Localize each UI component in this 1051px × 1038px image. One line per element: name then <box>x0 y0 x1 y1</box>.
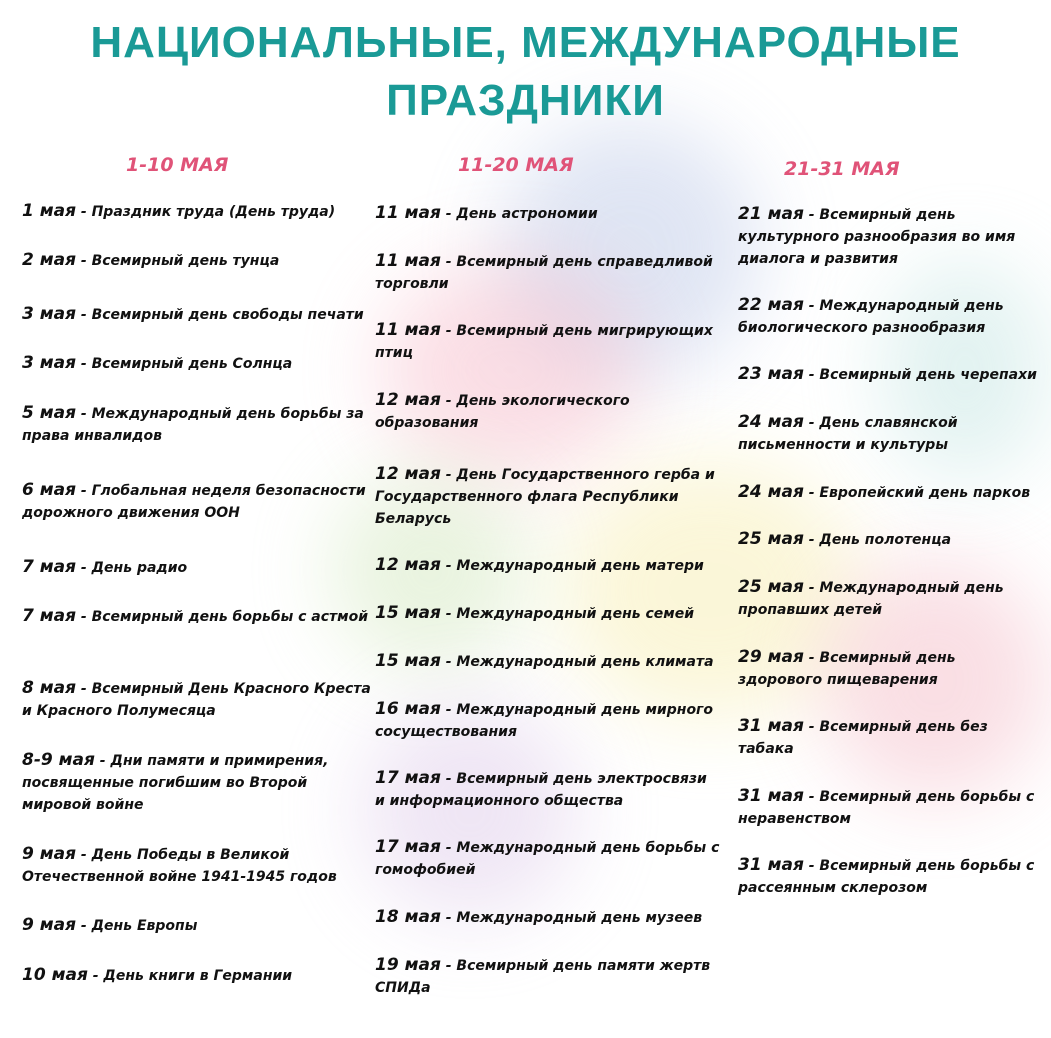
holiday-date: 19 мая <box>375 955 441 975</box>
holiday-entry <box>738 481 1043 504</box>
holiday-entry <box>375 650 720 673</box>
holiday-description: - Международный день мирного сосуществования <box>375 702 713 740</box>
holiday-description: - Европейский день парков <box>803 485 1031 501</box>
holiday-entry <box>738 576 1043 621</box>
holiday-entry <box>738 715 1043 760</box>
holiday-entry <box>738 411 1043 456</box>
holiday-date: 11 мая <box>375 251 441 271</box>
holiday-description: - День книги в Германии <box>87 968 293 984</box>
holiday-date: 1 мая <box>22 201 77 221</box>
holiday-entry <box>375 698 720 743</box>
holiday-date: 31 мая <box>738 786 804 806</box>
holiday-entry <box>375 319 720 364</box>
holiday-entry <box>738 528 1043 551</box>
holiday-description: - Международный день пропавших детей <box>738 580 1004 618</box>
holiday-description: - Международный день музеев <box>440 910 703 926</box>
holiday-entry <box>375 463 720 530</box>
holiday-entry <box>375 906 720 929</box>
holiday-entry <box>375 602 720 625</box>
holiday-description: - День полотенца <box>803 532 952 548</box>
holiday-date: 7 мая <box>22 557 77 577</box>
holiday-entry <box>22 964 372 987</box>
holiday-entry <box>375 767 720 812</box>
holiday-description: - Всемирный день Солнца <box>76 356 293 372</box>
holiday-date: 16 мая <box>375 699 441 719</box>
holiday-entry <box>738 203 1043 270</box>
holiday-date: 2 мая <box>22 250 77 270</box>
holiday-entry <box>22 200 372 223</box>
holiday-description: - День Государственного герба и Государственного флага Республики Беларусь <box>375 467 715 527</box>
holiday-date: 12 мая <box>375 390 441 410</box>
holiday-description: - Всемирный день справедливой торговли <box>375 254 713 292</box>
holiday-entry <box>22 914 372 937</box>
holiday-description: - Всемирный день культурного разнообразия во имя диалога и развития <box>738 207 1016 267</box>
holiday-date: 10 мая <box>22 965 88 985</box>
holiday-entry <box>22 249 372 272</box>
holiday-entry <box>375 389 720 434</box>
holiday-description: - Всемирный день мигрирующих птиц <box>375 323 713 361</box>
holiday-date: 6 мая <box>22 480 77 500</box>
holiday-date: 3 мая <box>22 304 77 324</box>
holiday-entry <box>375 250 720 295</box>
holiday-description: - Международный день борьбы за права инвалидов <box>22 406 364 444</box>
holiday-date: 8-9 мая <box>22 750 95 770</box>
holiday-entry <box>22 749 372 816</box>
holiday-description: - Всемирный день борьбы с астмой <box>76 609 369 625</box>
holiday-entry <box>738 363 1043 386</box>
holiday-description: - Всемирный день тунца <box>76 253 280 269</box>
page-title-line-2: ПРАЗДНИКИ <box>386 76 665 125</box>
holiday-date: 24 мая <box>738 412 804 432</box>
holiday-description: - Всемирный день черепахи <box>803 367 1037 383</box>
holiday-entry <box>22 605 372 628</box>
holiday-description: - День Победы в Великой Отечественной войне 1941-1945 годов <box>22 847 337 885</box>
holiday-date: 25 мая <box>738 529 804 549</box>
holiday-entry <box>22 479 372 524</box>
holiday-date: 12 мая <box>375 555 441 575</box>
holiday-description: - Всемирный день свободы печати <box>76 307 364 323</box>
holiday-description: - День славянской письменности и культуры <box>738 415 958 453</box>
holiday-description: - Всемирный день памяти жертв СПИДа <box>375 958 711 996</box>
holiday-date: 9 мая <box>22 915 77 935</box>
holiday-entry <box>738 646 1043 691</box>
holiday-description: - День астрономии <box>440 206 598 222</box>
holiday-date: 17 мая <box>375 837 441 857</box>
holiday-date: 3 мая <box>22 353 77 373</box>
holiday-description: - Всемирный день борьбы с неравенством <box>738 789 1035 827</box>
holiday-date: 23 мая <box>738 364 804 384</box>
holiday-date: 29 мая <box>738 647 804 667</box>
holiday-entry <box>22 677 372 722</box>
holiday-date: 15 мая <box>375 651 441 671</box>
holiday-description: - Международный день матери <box>440 558 704 574</box>
holiday-date: 17 мая <box>375 768 441 788</box>
holiday-date: 8 мая <box>22 678 77 698</box>
column-heading-21-31: 21-31 МАЯ <box>784 158 900 180</box>
holiday-description: - Всемирный День Красного Креста и Красного Полумесяца <box>22 681 371 719</box>
holiday-date: 11 мая <box>375 320 441 340</box>
holiday-description: - Глобальная неделя безопасности дорожного движения ООН <box>22 483 366 521</box>
holiday-date: 31 мая <box>738 855 804 875</box>
holiday-entry <box>22 352 372 375</box>
holiday-description: - Праздник труда (День труда) <box>76 204 336 220</box>
holiday-entry <box>375 554 720 577</box>
holiday-entry <box>375 836 720 881</box>
holiday-date: 11 мая <box>375 203 441 223</box>
holiday-date: 12 мая <box>375 464 441 484</box>
holiday-description: - День Европы <box>76 918 198 934</box>
holiday-date: 5 мая <box>22 403 77 423</box>
holiday-entry <box>375 954 720 999</box>
holiday-description: - Международный день климата <box>440 654 714 670</box>
holiday-description: - День экологического образования <box>375 393 630 431</box>
column-heading-1-10: 1-10 МАЯ <box>126 154 229 176</box>
holiday-entry <box>375 202 720 225</box>
holiday-entry <box>22 402 372 447</box>
holiday-date: 24 мая <box>738 482 804 502</box>
holiday-description: - Всемирный день здорового пищеварения <box>738 650 956 688</box>
holiday-date: 22 мая <box>738 295 804 315</box>
holiday-entry <box>22 303 372 326</box>
holiday-description: - Всемирный день борьбы с рассеянным склерозом <box>738 858 1035 896</box>
holiday-date: 31 мая <box>738 716 804 736</box>
holiday-description: - Всемирный день электросвязи и информационного общества <box>375 771 707 809</box>
holiday-entry <box>22 843 372 888</box>
holiday-entry <box>738 785 1043 830</box>
holiday-date: 7 мая <box>22 606 77 626</box>
holiday-date: 18 мая <box>375 907 441 927</box>
holiday-date: 21 мая <box>738 204 804 224</box>
holiday-description: - Дни памяти и примирения, посвященные погибшим во Второй мировой войне <box>22 753 329 813</box>
holiday-description: - Международный день борьбы с гомофобией <box>375 840 720 878</box>
holiday-entry <box>22 556 372 579</box>
holiday-date: 25 мая <box>738 577 804 597</box>
page-title-line-1: НАЦИОНАЛЬНЫЕ, МЕЖДУНАРОДНЫЕ <box>90 18 961 67</box>
holiday-description: - Всемирный день без табака <box>738 719 988 757</box>
column-heading-11-20: 11-20 МАЯ <box>458 154 574 176</box>
holiday-entry <box>738 854 1043 899</box>
holiday-description: - Международный день семей <box>440 606 695 622</box>
holiday-description: - День радио <box>76 560 188 576</box>
holiday-date: 9 мая <box>22 844 77 864</box>
holiday-entry <box>738 294 1043 339</box>
holiday-description: - Международный день биологического разнообразия <box>738 298 1004 336</box>
holiday-date: 15 мая <box>375 603 441 623</box>
